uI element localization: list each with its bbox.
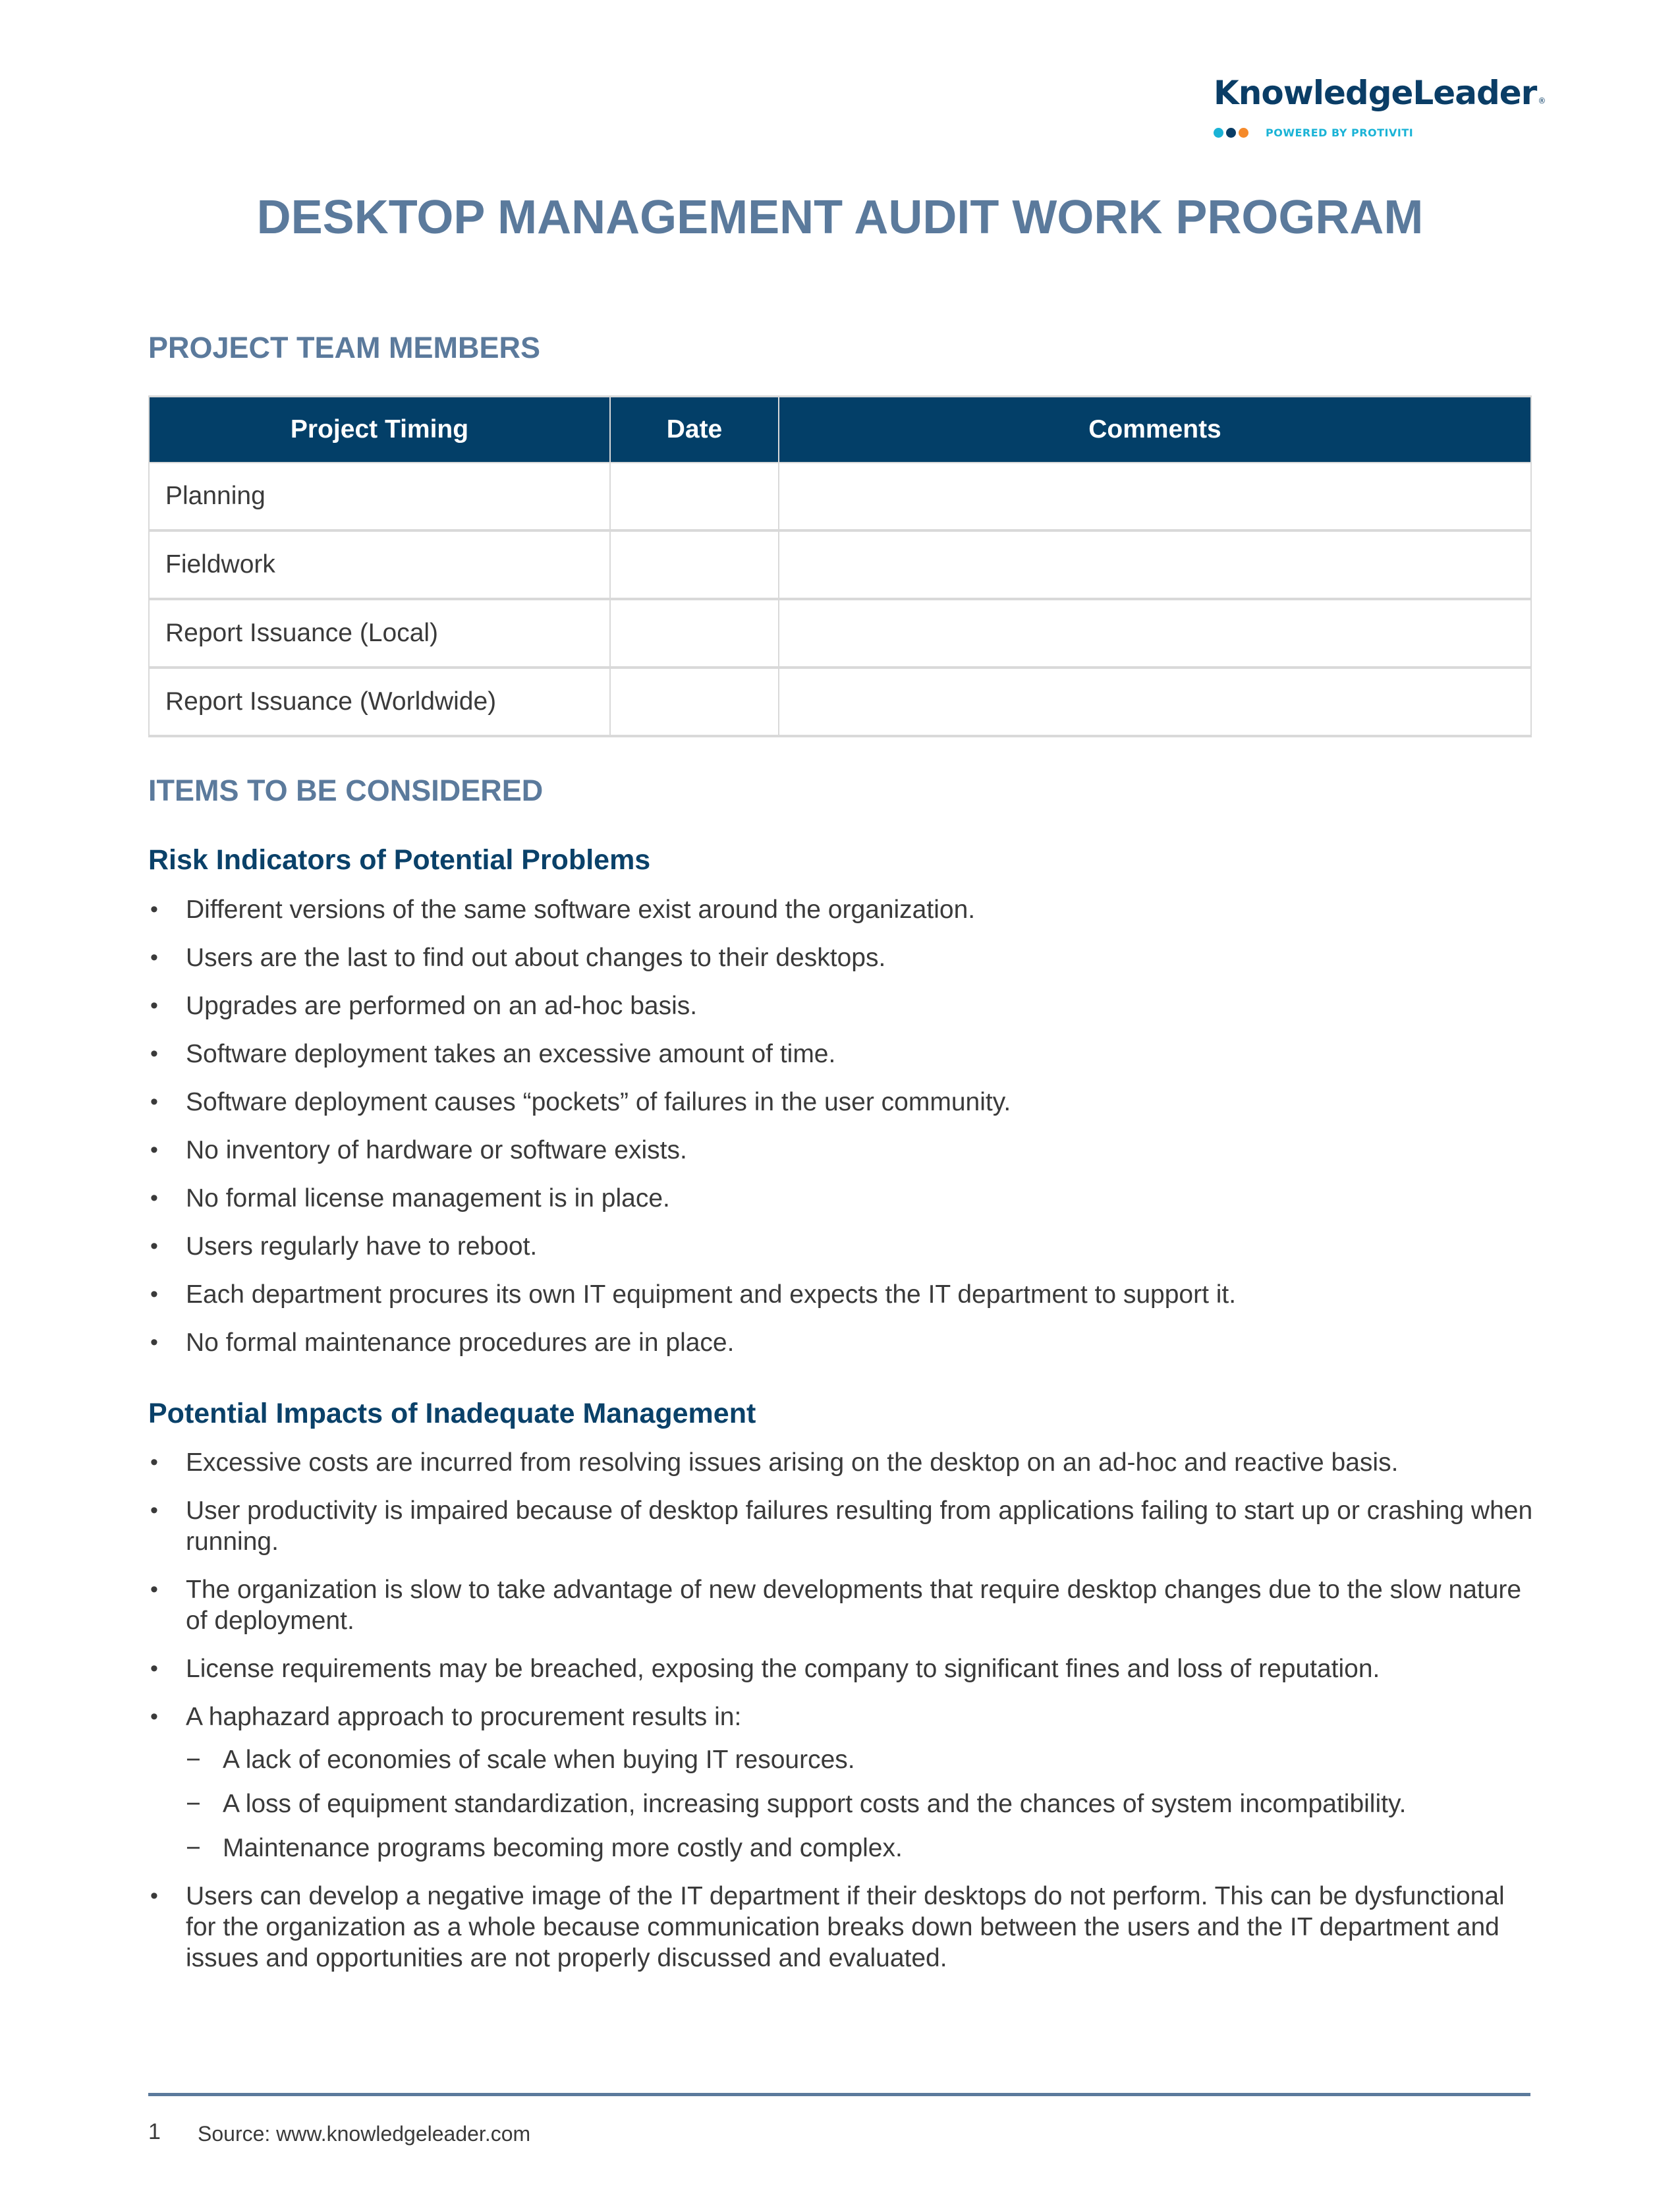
list-item-text: Users are the last to find out about changes to their desktops. bbox=[186, 944, 886, 972]
bullet-icon: • bbox=[150, 945, 158, 970]
bullet-icon: • bbox=[150, 897, 158, 922]
logo-dot-icon bbox=[1239, 128, 1248, 138]
bullet-icon: • bbox=[150, 993, 158, 1018]
column-header-project-timing: Project Timing bbox=[149, 397, 610, 463]
source-line: Source: www.knowledgeleader.com bbox=[198, 2122, 531, 2146]
comments-cell[interactable] bbox=[779, 463, 1531, 530]
column-header-comments: Comments bbox=[779, 397, 1531, 463]
logo-dot-icon bbox=[1214, 128, 1223, 138]
list-item-text: User productivity is impaired because of desktop failures resulting from applications failing to start up or crashing when running. bbox=[186, 1497, 1533, 1556]
bullet-icon: • bbox=[150, 1704, 158, 1729]
date-cell[interactable] bbox=[610, 599, 779, 668]
list-item-text: No formal license management is in place. bbox=[186, 1184, 670, 1213]
list-item bbox=[148, 1087, 1538, 1118]
bullet-icon: • bbox=[150, 1577, 158, 1602]
column-header-date: Date bbox=[610, 397, 779, 463]
dash-icon: − bbox=[186, 1790, 201, 1818]
knowledgeleader-logo bbox=[1214, 71, 1546, 140]
bullet-icon: • bbox=[150, 1234, 158, 1259]
list-item-text: No formal maintenance procedures are in place. bbox=[186, 1328, 735, 1357]
list-item bbox=[148, 1231, 1538, 1262]
timing-cell: Report Issuance (Worldwide) bbox=[149, 668, 610, 736]
list-item-text: License requirements may be breached, exposing the company to significant fines and loss of reputation. bbox=[186, 1655, 1380, 1683]
sub-list-item-text: Maintenance programs becoming more costly and complex. bbox=[223, 1834, 903, 1862]
bullet-icon: • bbox=[150, 1330, 158, 1355]
list-item bbox=[148, 894, 1538, 925]
potential-impacts-list bbox=[148, 1447, 1538, 1991]
timing-cell: Fieldwork bbox=[149, 530, 610, 599]
list-item-text: No inventory of hardware or software exists. bbox=[186, 1136, 687, 1164]
list-item bbox=[148, 1495, 1538, 1557]
list-item bbox=[148, 1447, 1538, 1478]
date-cell[interactable] bbox=[610, 463, 779, 530]
logo-tagline: POWERED BY PROTIVITI bbox=[1266, 126, 1414, 139]
footer-divider bbox=[148, 2093, 1530, 2096]
items-considered-heading: ITEMS TO BE CONSIDERED bbox=[148, 774, 544, 807]
list-item bbox=[148, 1183, 1538, 1214]
bullet-icon: • bbox=[150, 1883, 158, 1908]
bullet-icon: • bbox=[150, 1450, 158, 1475]
timing-cell: Report Issuance (Local) bbox=[149, 599, 610, 668]
sub-list-item bbox=[186, 1833, 1538, 1864]
dash-icon: − bbox=[186, 1834, 201, 1862]
comments-cell[interactable] bbox=[779, 530, 1531, 599]
list-item bbox=[148, 1701, 1538, 1864]
list-item-text: Different versions of the same software exist around the organization. bbox=[186, 896, 976, 924]
project-timing-table bbox=[148, 395, 1532, 737]
timing-cell: Planning bbox=[149, 463, 610, 530]
table-row bbox=[149, 530, 1531, 599]
list-item-text: Users regularly have to reboot. bbox=[186, 1232, 538, 1261]
bullet-icon: • bbox=[150, 1185, 158, 1211]
list-item-text: Software deployment causes “pockets” of failures in the user community. bbox=[186, 1088, 1011, 1116]
list-item-text: Users can develop a negative image of the IT department if their desktops do not perform. This can be dysfunctional for the organization as a whole because communication breaks down between the users and the IT department and issues and opportunities are not properly discussed and evaluated. bbox=[186, 1882, 1505, 1972]
potential-impacts-heading: Potential Impacts of Inadequate Management bbox=[148, 1398, 756, 1429]
list-item-text: The organization is slow to take advantage of new developments that require desktop changes due to the slow nature of deployment. bbox=[186, 1576, 1522, 1635]
procurement-sublist bbox=[186, 1744, 1538, 1864]
list-item bbox=[148, 1881, 1538, 1974]
project-team-heading: PROJECT TEAM MEMBERS bbox=[148, 331, 541, 364]
page-number: 1 bbox=[148, 2119, 161, 2144]
list-item-text: Upgrades are performed on an ad-hoc basis. bbox=[186, 992, 698, 1020]
sub-list-item bbox=[186, 1788, 1538, 1819]
bullet-icon: • bbox=[150, 1498, 158, 1523]
logo-tagline-row bbox=[1214, 125, 1530, 140]
comments-cell[interactable] bbox=[779, 668, 1531, 736]
list-item bbox=[148, 1653, 1538, 1684]
bullet-icon: • bbox=[150, 1656, 158, 1681]
registered-mark: ® bbox=[1538, 96, 1546, 105]
list-item-text: Excessive costs are incurred from resolving issues arising on the desktop on an ad-hoc and reactive basis. bbox=[186, 1448, 1399, 1477]
list-item bbox=[148, 1039, 1538, 1070]
bullet-icon: • bbox=[150, 1089, 158, 1114]
date-cell[interactable] bbox=[610, 530, 779, 599]
list-item-text: Each department procures its own IT equipment and expects the IT department to support it. bbox=[186, 1280, 1237, 1309]
logo-wordmark-text: KnowledgeLeader bbox=[1214, 74, 1537, 112]
list-item bbox=[148, 990, 1538, 1021]
list-item bbox=[148, 1574, 1538, 1636]
bullet-icon: • bbox=[150, 1041, 158, 1066]
list-item-text: Software deployment takes an excessive amount of time. bbox=[186, 1040, 836, 1068]
sub-list-item-text: A lack of economies of scale when buying IT resources. bbox=[223, 1746, 855, 1774]
list-item-text: A haphazard approach to procurement results in: bbox=[186, 1703, 742, 1731]
dash-icon: − bbox=[186, 1746, 201, 1774]
bullet-icon: • bbox=[150, 1282, 158, 1307]
risk-indicators-list bbox=[148, 894, 1538, 1375]
bullet-icon: • bbox=[150, 1137, 158, 1162]
sub-list-item bbox=[186, 1744, 1538, 1775]
table-row bbox=[149, 668, 1531, 736]
list-item bbox=[148, 1327, 1538, 1358]
sub-list-item-text: A loss of equipment standardization, increasing support costs and the chances of system incompatibility. bbox=[223, 1790, 1407, 1818]
list-item bbox=[148, 1279, 1538, 1310]
list-item bbox=[148, 942, 1538, 973]
comments-cell[interactable] bbox=[779, 599, 1531, 668]
document-title: DESKTOP MANAGEMENT AUDIT WORK PROGRAM bbox=[256, 191, 1424, 244]
table-row bbox=[149, 599, 1531, 668]
logo-dot-icon bbox=[1226, 128, 1236, 138]
date-cell[interactable] bbox=[610, 668, 779, 736]
table-header-row bbox=[149, 397, 1531, 463]
table-row bbox=[149, 463, 1531, 530]
risk-indicators-heading: Risk Indicators of Potential Problems bbox=[148, 844, 651, 876]
list-item bbox=[148, 1135, 1538, 1166]
logo-wordmark bbox=[1214, 71, 1546, 115]
